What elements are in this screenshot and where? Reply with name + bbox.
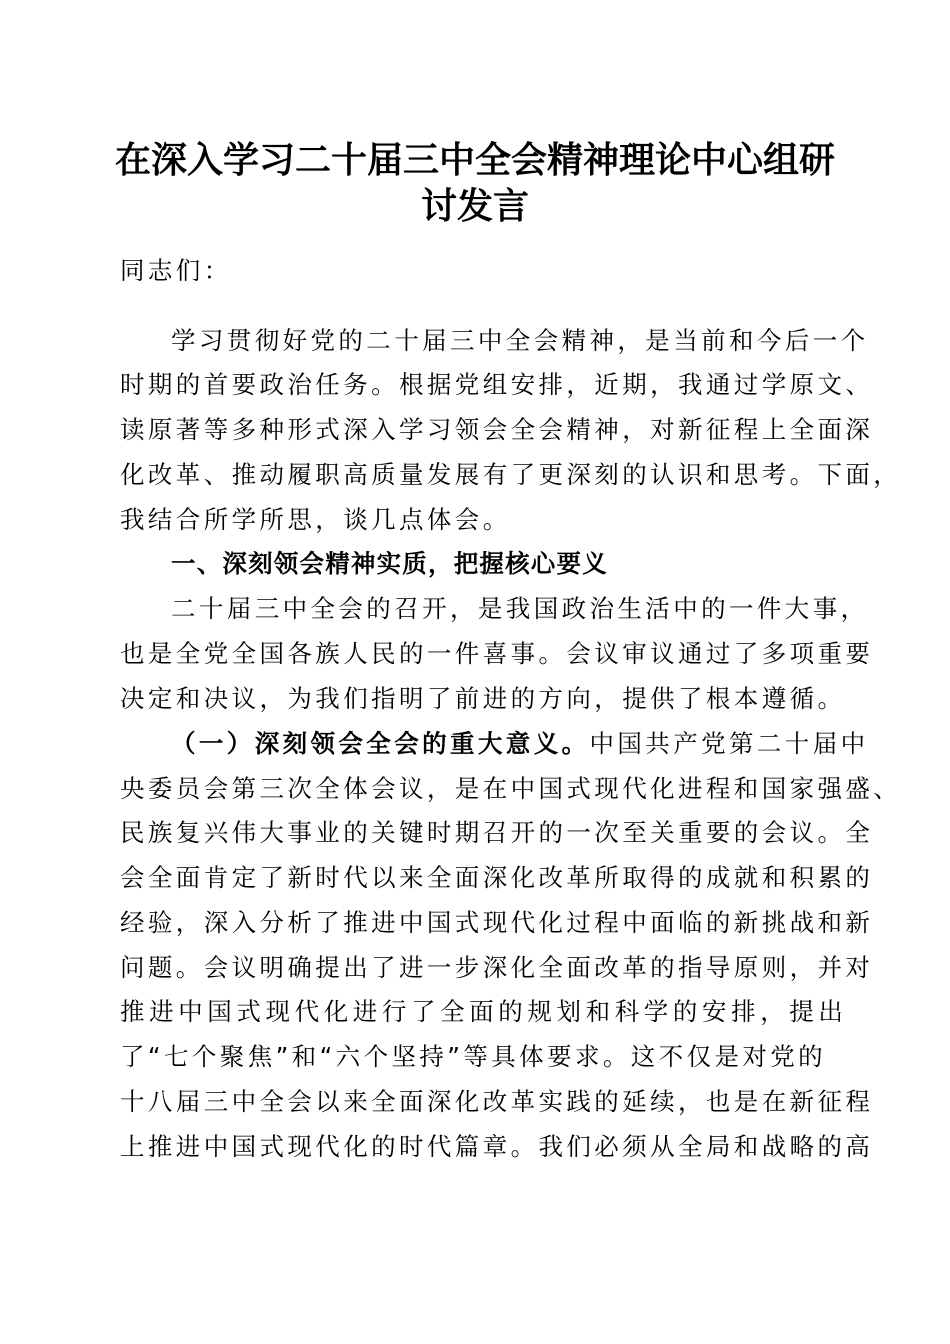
paragraph-line: 学习贯彻好党的二十届三中全会精神，是当前和今后一个 (171, 326, 869, 355)
section-heading: 一、深刻领会精神实质，把握核心要义 (171, 549, 608, 578)
salutation: 同志们： (120, 256, 232, 285)
paragraph-line: 央委员会第三次全体会议，是在中国式现代化进程和国家强盛、 (120, 774, 902, 803)
document-title-line-1: 在深入学习二十届三中全会精神理论中心组研 (114, 139, 835, 181)
paragraph-line: 我结合所学所思，谈几点体会。 (120, 505, 511, 534)
paragraph-line: 问题。会议明确提出了进一步深化全面改革的指导原则，并对 (120, 953, 874, 982)
paragraph-line: 二十届三中全会的召开，是我国政治生活中的一件大事， (171, 594, 869, 623)
paragraph-line: 化改革、推动履职高质量发展有了更深刻的认识和思考。下面， (120, 460, 902, 489)
paragraph-line: 民族复兴伟大事业的关键时期召开的一次至关重要的会议。全 (120, 818, 874, 847)
subsection-text: 中国共产党第二十届中 (589, 729, 869, 758)
paragraph-line: 决定和决议，为我们指明了前进的方向，提供了根本遵循。 (120, 684, 846, 713)
subsection-first-line (171, 728, 869, 760)
paragraph-line: 十八届三中全会以来全面深化改革实践的延续，也是在新征程 (120, 1087, 874, 1116)
paragraph-line: 推进中国式现代化进行了全面的规划和科学的安排，提出 (120, 997, 848, 1026)
paragraph-line: 也是全党全国各族人民的一件喜事。会议审议通过了多项重要 (120, 639, 874, 668)
paragraph-line: 了“七个聚焦”和“六个坚持”等具体要求。这不仅是对党的 (120, 1042, 827, 1071)
paragraph-line: 上推进中国式现代化的时代篇章。我们必须从全局和战略的高 (120, 1132, 874, 1161)
paragraph-line: 会全面肯定了新时代以来全面深化改革所取得的成就和积累的 (120, 863, 874, 892)
document-title-line-2: 讨发言 (420, 185, 529, 227)
paragraph-line: 经验，深入分析了推进中国式现代化过程中面临的新挑战和新 (120, 908, 874, 937)
paragraph-line: 时期的首要政治任务。根据党组安排，近期，我通过学原文、 (120, 370, 874, 399)
subsection-heading: （一）深刻领会全会的重大意义。 (171, 729, 590, 758)
paragraph-line: 读原著等多种形式深入学习领会全会精神，对新征程上全面深 (120, 415, 874, 444)
